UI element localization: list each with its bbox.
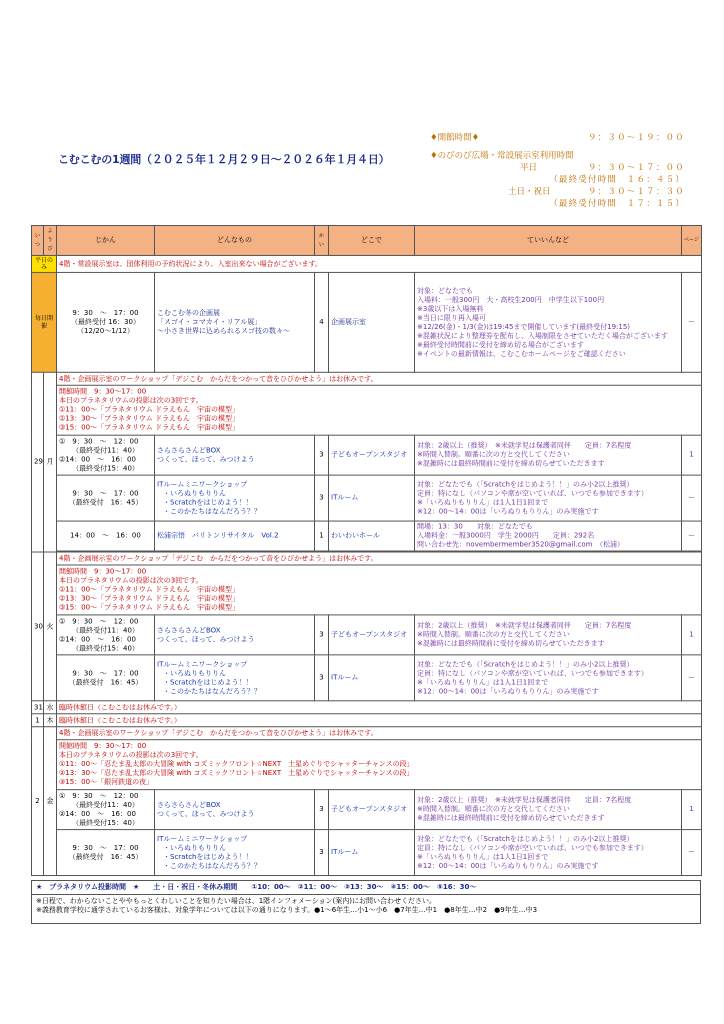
planet-intro: 本日のプラネタリウムの投影は次の3回です。 — [59, 576, 203, 585]
open-time: ９：３０～１９：００ — [587, 133, 685, 143]
header-teiin: ていいんなど — [415, 225, 682, 255]
planetarium-times: ★ プラネタリウム投影時間 ★ 土・日・祝日・冬休み期間 ①10：00～ ②11：00～ ③13：30～ ④15：00～ ⑤16：30～ — [31, 880, 701, 895]
event-detail: 開場：13：30 対象：どなたでも — [417, 522, 533, 531]
event-page: ー — [682, 830, 702, 876]
weekday-note-text: 4階・常設展示室は、団体利用の予約状況により、入室出来ない場合がございます。 — [57, 255, 702, 272]
daily-detail: 入場料：一般300円 大・高校生200円 中学生以下100円 — [417, 295, 605, 304]
planet-show: ②13：30～「忍たま乱太郎の大冒険 with コズミックフロント☆NEXT 土星めぐりでシャッターチャンスの段」 — [59, 769, 414, 778]
event-time: ① 9：30 ～ 12：00 — [59, 437, 139, 446]
event-kai: 1 — [315, 521, 329, 551]
event-place: 子どもオープンスタジオ — [329, 790, 415, 830]
header-itsu: いつ — [32, 225, 44, 255]
event-detail: ※混雑時には最終時間前に受付を締め切らせていただきます — [417, 814, 605, 823]
planet-show: ②13：30～「プラネタリウム ドラえもん 宇宙の模型」 — [59, 594, 240, 603]
day-29-event-sand — [32, 435, 702, 475]
day-2-workshop-note: 4階・企画展示室のワークショップ「デジこむ からだをつかって音をひびかせよう」はお休みです。 — [57, 727, 702, 740]
day-2-workshop-row — [32, 727, 702, 740]
day-29-workshop-row — [32, 372, 702, 385]
planet-show: ①11：00～「プラネタリウム ドラえもん 宇宙の模型」 — [59, 585, 240, 594]
event-place: ITルーム — [329, 475, 415, 521]
event-kai: 3 — [315, 830, 329, 876]
planet-hours: 開館時間 9：30～17：00 — [59, 742, 147, 751]
day-29-event-recital — [32, 521, 702, 551]
daily-detail: ※3歳以下は入場無料 — [417, 304, 484, 313]
daily-time-last: （最終受付 16：30） — [70, 317, 141, 326]
weekday-time: ９：３０～１７：００ — [587, 163, 685, 173]
event-time: ②14：00 ～ 16：00 — [59, 809, 136, 818]
event-page: 1 — [682, 435, 702, 475]
day-2-planet-row — [32, 740, 702, 790]
holiday-last: （最終受付時間 １７：１５） — [549, 199, 685, 209]
day-29-workshop-note: 4階・企画展示室のワークショップ「デジこむ からだをつかって音をひびかせよう」はお休みです。 — [57, 372, 702, 385]
daily-detail: ※当日に限り再入場可 — [417, 313, 486, 322]
footer-notes — [31, 895, 701, 924]
event-kai: 3 — [315, 615, 329, 655]
planet-show: ③15：00～「プラネタリウム ドラえもん 宇宙の模型」 — [59, 603, 240, 612]
event-page: ー — [682, 475, 702, 521]
event-kai: 3 — [315, 435, 329, 475]
day-31-row — [32, 701, 702, 714]
daily-detail: ※12/26(金)・1/3(金)は19:45まで開催しています(最終受付19:15) — [417, 322, 631, 331]
header-doko: どこで — [329, 225, 415, 255]
event-detail: ※混雑時には最終時間前に受付を締め切らせていただきます — [417, 459, 605, 468]
day-30-workshop-note: 4階・企画展示室のワークショップ「デジこむ からだをつかって音をひびかせよう」はお休みです。 — [57, 552, 702, 565]
header-youbi: ようび — [44, 225, 57, 255]
plaza-label: ♦のびのび広場・常設展示室利用時間 — [430, 151, 574, 161]
event-place: わいわいホール — [329, 521, 415, 551]
weekday-label: 平日のみ — [32, 255, 57, 272]
daily-kai: 4 — [315, 272, 329, 372]
planet-intro: 本日のプラネタリウムの投影は次の3回です。 — [59, 751, 203, 760]
holiday-label: 土日・祝日 — [508, 187, 551, 197]
event-time-last: （最終受付15：40） — [72, 818, 139, 827]
event-name: 松浦宗悟 バリトンリサイタル Vol.2 — [155, 521, 315, 551]
day-1-youbi: 木 — [44, 714, 57, 727]
day-29-youbi: 月 — [44, 372, 57, 552]
event-sub: ・いろぬりもりりん — [163, 668, 226, 677]
daily-event-name: 「スゴイ・コマカイ・リアル展」 — [157, 317, 262, 326]
event-time-last: （最終受付11：40） — [72, 800, 139, 809]
weekday-label: 平日 — [520, 163, 538, 173]
planet-hours: 開館時間 9：30～17：00 — [59, 387, 147, 396]
event-sub: ・Scratchをはじめよう！！ — [163, 852, 253, 861]
opening-hours — [430, 132, 685, 210]
event-detail: 対象：どなたでも（「Scratchをはじめよう！！」のみ小2以上推奨） — [417, 834, 634, 843]
event-name: ITルームミニワークショップ — [157, 834, 248, 843]
event-sub: ・いろぬりもりりん — [163, 843, 226, 852]
event-detail: ※時間入替制。順番に次の方と交代してください — [417, 450, 570, 459]
event-detail: ※時間入替制。順番に次の方と交代してください — [417, 805, 570, 814]
event-name: さらさらさんどBOX — [157, 625, 221, 634]
day-1-closed-text: 臨時休館日（こむこむはお休みです。） — [57, 714, 702, 727]
event-detail: 定員：特になし（パソコンや席が空いていれば、いつでも参加できます） — [417, 843, 648, 852]
daily-detail: ※最終受付時間前に受付を締め切る場合がございます — [417, 340, 584, 349]
event-detail: 定員：特になし（パソコンや席が空いていれば、いつでも参加できます） — [417, 489, 648, 498]
event-detail: ※「いろぬりもりりん」は1人1日1回まで — [417, 498, 549, 507]
holiday-time: ９：３０～１７：３０ — [587, 187, 685, 197]
event-detail: 入場料金：一般3000円 学生 2000円 定員：292名 — [417, 531, 595, 540]
event-detail: 対象：2歳以上（推奨） ※未就学児は保護者同伴 定員：7名程度 — [417, 441, 632, 450]
event-sub: ・このかたちはなんだろう？？ — [163, 861, 261, 870]
event-time-last: （最終受付11：40） — [72, 625, 139, 634]
event-time-last: （最終受付 16：45） — [68, 677, 143, 686]
day-29-date: 29 — [32, 372, 44, 552]
daily-page: ー — [682, 272, 702, 372]
day-1-date: 1 — [32, 714, 44, 727]
event-detail: ※混雑時には最終時間前に受付を締め切らせていただきます — [417, 639, 605, 648]
weekday-last: （最終受付時間 １６：４５） — [549, 175, 685, 185]
daily-event-sub: ～小さき世界に込められるスゴ技の数々～ — [157, 326, 290, 335]
event-page: ー — [682, 655, 702, 701]
event-page: 1 — [682, 615, 702, 655]
event-sub: つくって、ほって、みつけよう — [157, 455, 255, 464]
event-detail: 問い合わせ先：novembermember3520@gmail.com （松浦） — [417, 540, 624, 549]
event-page: ー — [682, 521, 702, 551]
schedule-table — [31, 225, 702, 876]
day-29-planet-row — [32, 385, 702, 435]
event-detail: 定員：特になし（パソコンや席が空いていれば、いつでも参加できます） — [417, 668, 648, 677]
event-name: ITルームミニワークショップ — [157, 659, 248, 668]
event-detail: ※12：00～14：00は「いろぬりもりりん」のみ実施です — [417, 507, 599, 516]
event-name: ITルームミニワークショップ — [157, 480, 248, 489]
header-donna: どんなもの — [155, 225, 315, 255]
header-page: ページ — [682, 225, 702, 255]
daily-row — [32, 272, 702, 372]
event-name: さらさらさんどBOX — [157, 446, 221, 455]
event-sub: つくって、ほって、みつけよう — [157, 634, 255, 643]
day-2-event-it — [32, 830, 702, 876]
event-detail: ※「いろぬりもりりん」は1人1日1回まで — [417, 677, 549, 686]
event-place: ITルーム — [329, 655, 415, 701]
day-30-date: 30 — [32, 552, 44, 701]
day-30-workshop-row — [32, 552, 702, 565]
event-time: ① 9：30 ～ 12：00 — [59, 616, 139, 625]
event-time-last: （最終受付 16：45） — [68, 498, 143, 507]
event-time: ① 9：30 ～ 12：00 — [59, 791, 139, 800]
header-jikan: じかん — [57, 225, 155, 255]
event-detail: 対象：どなたでも（「Scratchをはじめよう！！」のみ小2以上推奨） — [417, 659, 634, 668]
daily-place: 企画展示室 — [329, 272, 415, 372]
page-title: こむこむの1週間（２０２５年１２月２９日～２０２６年１月４日） — [58, 153, 390, 166]
day-2-event-sand — [32, 790, 702, 830]
day-31-closed-text: 臨時休館日（こむこむはお休みです。） — [57, 701, 702, 714]
event-time-last: （最終受付11：40） — [72, 446, 139, 455]
footer — [31, 880, 701, 924]
day-30-youbi: 火 — [44, 552, 57, 701]
day-31-youbi: 水 — [44, 701, 57, 714]
event-name: さらさらさんどBOX — [157, 800, 221, 809]
day-31-date: 31 — [32, 701, 44, 714]
event-time-last: （最終受付15：40） — [72, 464, 139, 473]
footer-note: ※日程で、わからないことややもっとくわしいことを知りたい場合は、1階インフォメーション(案内)にお問い合わせください。 — [36, 897, 437, 905]
daily-detail: ※イベントの最新情報は、こむこむホームページをご確認ください — [417, 349, 626, 358]
daily-detail: 対象：どなたでも — [417, 286, 473, 295]
event-detail: ※12：00～14：00は「いろぬりもりりん」のみ実施です — [417, 861, 599, 870]
event-time-last: （最終受付15：40） — [72, 643, 139, 652]
event-time: 14：00 ～ 16：00 — [57, 521, 155, 551]
daily-time: 9：30 ～ 17：00 — [72, 308, 139, 317]
day-29-event-it — [32, 475, 702, 521]
event-place: ITルーム — [329, 830, 415, 876]
planet-hours: 開館時間 9：30～17：00 — [59, 567, 147, 576]
event-detail: ※12：00～14：00は「いろぬりもりりん」のみ実施です — [417, 686, 599, 695]
open-label: ♦開館時間♦ — [430, 133, 480, 143]
event-sub: つくって、ほって、みつけよう — [157, 809, 255, 818]
event-sub: ・いろぬりもりりん — [163, 489, 226, 498]
daily-detail: ※混雑状況により整理券を配布し、入場制限をさせていただく場合がございます — [417, 331, 668, 340]
daily-event-title: こむこむ冬の企画展 — [157, 308, 220, 317]
event-sub: ・Scratchをはじめよう！！ — [163, 498, 253, 507]
header-row — [32, 225, 702, 255]
event-sub: ・Scratchをはじめよう！！ — [163, 677, 253, 686]
event-time: 9：30 ～ 17：00 — [72, 668, 139, 677]
planet-show: ③15：00～「プラネタリウム ドラえもん 宇宙の模型」 — [59, 423, 240, 432]
event-place: 子どもオープンスタジオ — [329, 615, 415, 655]
event-detail: 対象：どなたでも（「Scratchをはじめよう！！」のみ小2以上推奨） — [417, 480, 634, 489]
planet-show: ②13：30～「プラネタリウム ドラえもん 宇宙の模型」 — [59, 414, 240, 423]
weekday-note-row — [32, 255, 702, 272]
event-time: 9：30 ～ 17：00 — [72, 843, 139, 852]
daily-period: （12/20～1/12） — [77, 326, 134, 335]
event-time: 9：30 ～ 17：00 — [72, 489, 139, 498]
planet-intro: 本日のプラネタリウムの投影は次の3回です。 — [59, 396, 203, 405]
day-30-event-it — [32, 655, 702, 701]
event-detail: ※「いろぬりもりりん」は1人1日1回まで — [417, 852, 549, 861]
event-kai: 3 — [315, 475, 329, 521]
event-place: 子どもオープンスタジオ — [329, 435, 415, 475]
day-2-youbi: 金 — [44, 727, 57, 876]
event-time-last: （最終受付 16：45） — [68, 852, 143, 861]
day-30-event-sand — [32, 615, 702, 655]
day-1-row — [32, 714, 702, 727]
event-detail: ※時間入替制。順番に次の方と交代してください — [417, 630, 570, 639]
event-sub: ・このかたちはなんだろう？？ — [163, 686, 261, 695]
planet-show: ③15：00～「銀河鉄道の夜」 — [59, 778, 154, 787]
event-time: ②14：00 ～ 16：00 — [59, 455, 136, 464]
event-kai: 3 — [315, 655, 329, 701]
event-time: ②14：00 ～ 16：00 — [59, 634, 136, 643]
planet-show: ①11：00～「忍たま乱太郎の大冒険 with コズミックフロント☆NEXT 土星めぐりでシャッターチャンスの段」 — [59, 760, 414, 769]
event-detail: 対象：2歳以上（推奨） ※未就学児は保護者同伴 定員：7名程度 — [417, 796, 632, 805]
event-page: 1 — [682, 790, 702, 830]
event-kai: 3 — [315, 790, 329, 830]
event-sub: ・このかたちはなんだろう？？ — [163, 507, 261, 516]
day-30-planet-row — [32, 565, 702, 615]
header-kai: かい — [315, 225, 329, 255]
daily-label: 毎日開催 — [32, 272, 57, 372]
day-2-date: 2 — [32, 727, 44, 876]
planet-show: ①11：00～「プラネタリウム ドラえもん 宇宙の模型」 — [59, 405, 240, 414]
footer-note: ※義務教育学校に通学されているお客様は、対象学年については以下の通りになります。●1～6年生…小1～小6 ●7年生…中1 ●8年生…中2 ●9年生…中3 — [36, 906, 538, 914]
event-detail: 対象：2歳以上（推奨） ※未就学児は保護者同伴 定員：7名程度 — [417, 621, 632, 630]
